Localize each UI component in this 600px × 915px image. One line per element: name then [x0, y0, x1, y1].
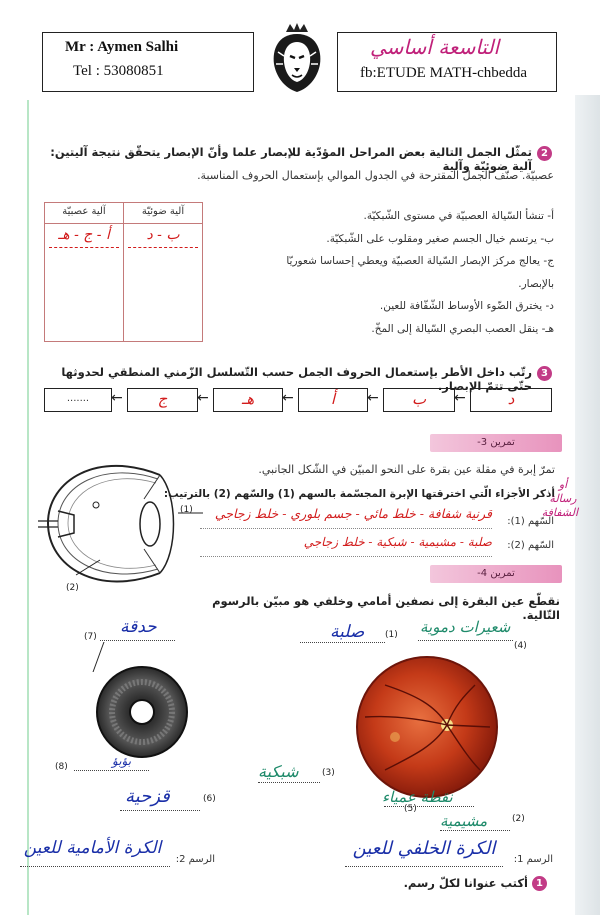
answer-line: [100, 640, 175, 641]
teacher-tel: Tel : 53080851: [73, 63, 164, 79]
final-instruction: أكتب عنوانا لكلّ رسم.: [403, 876, 528, 890]
arrow-icon: ←: [197, 390, 209, 406]
q2-statements: [210, 205, 554, 340]
answer-line: [200, 556, 492, 557]
caption1-answer: الكرة الخلفي للعين: [352, 838, 496, 859]
order-box-6: .......: [44, 388, 112, 412]
q2-intro-line1: تمثّل الجمل التالية بعض المراحل المؤدّية للإبصار علما وأنّ الإبصار يتحقّق نتيجة آليتين: آلية ضوئيّة وآلية: [50, 145, 532, 173]
answer-line: [20, 866, 170, 867]
answer-line: [418, 640, 513, 641]
header-grade-box: [337, 32, 557, 92]
left-label-6: (6): [203, 794, 216, 804]
right-label-4: (4): [514, 641, 527, 651]
caption2-label: الرسم 2:: [175, 854, 215, 865]
statement-a: أ- تنشأ السّيالة العصبيّة في مستوى الشّبكيّة.: [363, 210, 554, 222]
exercise-4-badge: تمرين 4-: [430, 565, 562, 583]
arrow1-label: السّهم (1):: [507, 516, 554, 527]
classification-table: [44, 202, 203, 342]
margin-note: أو رسالة الشفافة: [541, 478, 578, 519]
answer-line: [258, 782, 320, 783]
teacher-name: Mr : Aymen Salhi: [65, 39, 179, 55]
right-label-2: (2): [512, 814, 525, 824]
exercise-3-badge: تمرين 3-: [430, 434, 562, 452]
answer-line: [440, 830, 510, 831]
arrow-icon: ←: [282, 390, 294, 406]
statement-c-cont: بالإبصار.: [518, 277, 554, 290]
right-answer-2: مشيمية: [440, 812, 488, 830]
answer-line: [74, 770, 149, 771]
iris-diagram: [95, 665, 190, 760]
eye-diagram: [38, 455, 213, 595]
table-divider: [123, 203, 124, 341]
q2-number: 2: [537, 146, 552, 161]
answer-arrow1: قرنية شفافة - خلط مائي - جسم بلوري - خلط زجاجي: [214, 506, 492, 521]
q3-number: 3: [537, 366, 552, 381]
lion-logo: [268, 22, 326, 94]
margin-line: [27, 100, 29, 915]
answer-line: [300, 642, 385, 643]
left-answer-6: قزحية: [125, 786, 170, 807]
right-label-3: (3): [322, 768, 335, 778]
grade-title: التاسعة أساسي: [370, 35, 500, 59]
order-box-2: ب: [383, 388, 455, 412]
answer-nervous: أ - ج - هـ: [58, 227, 110, 243]
caption2-answer: الكرة الأمامية للعين: [23, 838, 162, 858]
answer-line: [120, 810, 200, 811]
order-box-5: ج: [127, 388, 198, 412]
left-answer-7: حدقة: [120, 617, 157, 637]
ex3-intro: تمرّ إبرة في مقلة عين بقرة على النحو المبيّن في الشّكل الجانبي.: [258, 463, 555, 476]
right-answer-1: صلبة: [330, 622, 365, 642]
right-label-5: (5): [404, 804, 417, 814]
statement-e: هـ- ينقل العصب البصري السّيالة إلى المخّ.: [371, 322, 554, 335]
statement-c: ج- يعالج مركز الإبصار السّيالة العصبيّة ويعطي إحساسا شعوريّا: [286, 255, 554, 267]
order-box-4: هـ: [213, 388, 283, 412]
right-answer-3: شبكية: [258, 762, 299, 781]
ex3-question: أذكر الأجزاء الّتي اخترقتها الإبرة المجسّمة بالسهم (1) والسّهم (2) بالترتيب:: [163, 488, 555, 500]
caption1-label: الرسم 1:: [513, 854, 553, 865]
answer-optical: ب - د: [146, 227, 180, 243]
order-box-3: أ: [298, 388, 368, 412]
answer-line: [200, 528, 492, 529]
arrow-icon: ←: [454, 390, 466, 406]
q3-text: رتّب داخل الأطر بإستعمال الحروف الجمل حسب التّسلسل الزّمني المنطقي لحدوثها حتّى تتمّ الإبصار.: [61, 365, 532, 393]
order-box-1: د: [470, 388, 552, 412]
fig-label-1: (1): [180, 505, 193, 515]
arrow2-label: السّهم (2):: [507, 540, 554, 551]
q2-intro-line2: عصبيّة. صنّف الجمل المقترحة في الجدول الموالي بإستعمال الحروف المناسبة.: [197, 169, 554, 182]
left-answer-8: بؤبؤ: [112, 754, 132, 768]
arrow-icon: ←: [111, 390, 123, 406]
right-label-1: (1): [385, 630, 398, 640]
col-optical: آلية ضوئيّة: [141, 206, 185, 217]
right-answer-5: نقطة عمياء: [382, 788, 453, 806]
fig-label-2: (2): [66, 583, 79, 593]
statement-b: ب- يرتسم خيال الجسم صغير ومقلوب على الشّبكيّة.: [326, 232, 554, 245]
answer-arrow2: صلبة - مشيمية - شبكية - خلط زجاجي: [303, 535, 492, 549]
arrow-icon: ←: [367, 390, 379, 406]
answer-underline: [49, 247, 119, 248]
retina-diagram: [355, 655, 500, 800]
right-answer-4: شعيرات دموية: [420, 618, 511, 636]
statement-d: د- يخترق الضّوء الأوساط الشّفّافة للعين.: [379, 300, 554, 312]
facebook-page: fb:ETUDE MATH-chbedda: [360, 65, 528, 81]
answer-line: [384, 806, 474, 807]
header-teacher-box: [42, 32, 254, 92]
col-nervous: آلية عصبيّة: [62, 206, 106, 217]
answer-line: [345, 866, 503, 867]
left-label-8: (8): [55, 762, 68, 772]
left-label-7: (7): [84, 632, 97, 642]
page-edge-shadow: [575, 95, 600, 915]
answer-underline: [128, 247, 198, 248]
final-number: 1: [532, 876, 547, 891]
ex4-intro: نقطّع عين البقرة إلى نصفين أمامي وخلفي هو مبيّن بالرسوم التّالية.: [212, 594, 560, 622]
